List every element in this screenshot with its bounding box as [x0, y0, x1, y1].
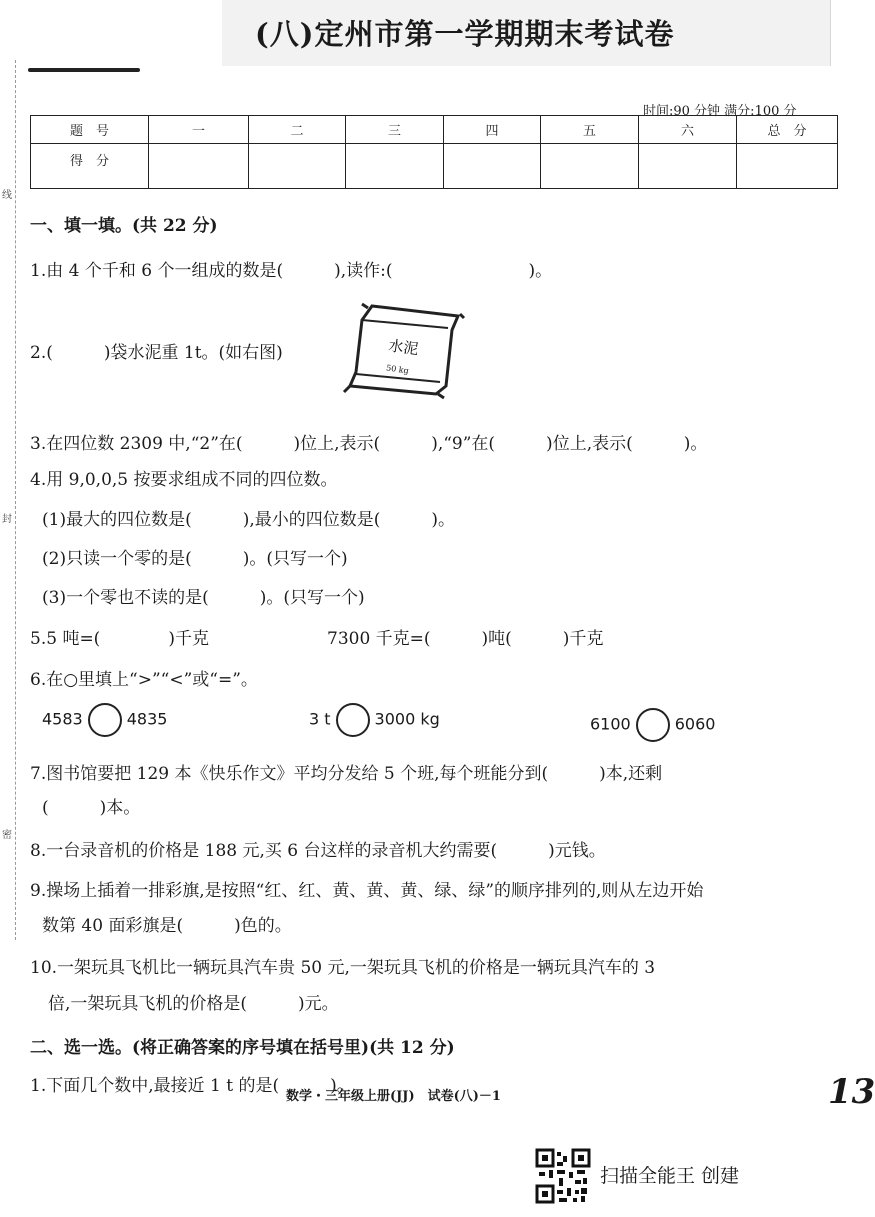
question-9-line1: 9.操场上插着一排彩旗,是按照“红、红、黄、黄、黄、绿、绿”的顺序排列的,则从左边开始: [30, 881, 704, 901]
question-9-line2: 数第 40 面彩旗是( )色的。: [42, 916, 292, 936]
question-6: 6.在○里填上“>”“<”或“=”。: [30, 670, 258, 690]
section2-question-1: 1.下面几个数中,最接近 1 t 的是( )。: [30, 1076, 354, 1096]
cement-bag-icon: [340, 300, 465, 398]
compare-left: 3 t: [309, 709, 331, 729]
score-table-header-cell: 总 分: [737, 116, 838, 144]
compare-item: [309, 703, 440, 737]
binding-mark-seal: 封: [2, 514, 12, 525]
score-table-header-cell: 四: [444, 116, 541, 144]
binding-mark-dense: 密: [2, 830, 12, 841]
score-cell[interactable]: [149, 144, 249, 189]
score-table-header-cell: 二: [249, 116, 346, 144]
bag-label: 水泥: [387, 336, 420, 359]
bag-weight: 50 kg: [385, 363, 410, 376]
compare-left: 6100: [590, 714, 631, 734]
page-number: 13: [828, 1072, 875, 1112]
compare-item: [590, 708, 715, 742]
score-cell[interactable]: [737, 144, 838, 189]
compare-left: 4583: [42, 709, 83, 729]
qr-code-icon: [535, 1148, 591, 1204]
question-10-line1: 10.一架玩具飞机比一辆玩具汽车贵 50 元,一架玩具飞机的价格是一辆玩具汽车的 3: [30, 958, 656, 978]
score-cell[interactable]: [346, 144, 444, 189]
question-4-3: (3)一个零也不读的是( )。(只写一个): [42, 588, 365, 608]
score-cell[interactable]: [541, 144, 639, 189]
score-cell[interactable]: [249, 144, 346, 189]
page-title: (八)定州市第一学期期末考试卷: [255, 17, 675, 51]
score-table: [30, 115, 838, 189]
compare-right: 4835: [126, 709, 168, 729]
compare-right: 3000 kg: [374, 709, 440, 729]
score-cell[interactable]: [639, 144, 737, 189]
binding-mark-line: 线: [2, 190, 12, 201]
question-10-line2: 倍,一架玩具飞机的价格是( )元。: [48, 994, 339, 1014]
question-4-2: (2)只读一个零的是( )。(只写一个): [42, 549, 348, 569]
compare-right: 6060: [674, 714, 716, 734]
score-table-header-cell: 五: [541, 116, 639, 144]
section1-heading: 一、填一填。(共 22 分): [30, 216, 218, 236]
question-5-part-a: 5.5 吨=( )千克: [30, 629, 209, 649]
decorative-bar: [28, 68, 140, 72]
page-footer: 数学・三年级上册(JJ) 试卷(八)－1: [286, 1089, 501, 1104]
score-table-score-row: [31, 144, 838, 189]
compare-circle-blank[interactable]: [336, 703, 370, 737]
question-3: 3.在四位数 2309 中,“2”在( )位上,表示( ),“9”在( )位上,表示( )。: [30, 434, 708, 454]
scanner-watermark: 扫描全能王 创建: [600, 1165, 740, 1187]
score-table-header-row: [31, 116, 838, 144]
score-row-label: 得 分: [31, 144, 149, 189]
question-4-1: (1)最大的四位数是( ),最小的四位数是( )。: [42, 510, 456, 530]
question-7-line1: 7.图书馆要把 129 本《快乐作文》平均分发给 5 个班,每个班能分到( )本,还剩: [30, 764, 663, 784]
exam-time-info: 时间:90 分钟 满分:100 分: [643, 104, 797, 119]
score-table-header-cell: 一: [149, 116, 249, 144]
score-table-header-cell: 六: [639, 116, 737, 144]
question-7-line2: ( )本。: [42, 798, 141, 818]
compare-item: [42, 703, 167, 737]
section2-heading: 二、选一选。(将正确答案的序号填在括号里)(共 12 分): [30, 1038, 455, 1058]
question-2: 2.( )袋水泥重 1t。(如右图): [30, 343, 283, 363]
compare-circle-blank[interactable]: [88, 703, 122, 737]
compare-circle-blank[interactable]: [636, 708, 670, 742]
score-cell[interactable]: [444, 144, 541, 189]
score-table-header-cell: 题 号: [31, 116, 149, 144]
question-5-part-b: 7300 千克=( )吨( )千克: [327, 629, 604, 649]
question-4: 4.用 9,0,0,5 按要求组成不同的四位数。: [30, 470, 338, 490]
question-1: 1.由 4 个千和 6 个一组成的数是( ),读作:( )。: [30, 261, 553, 281]
score-table-header-cell: 三: [346, 116, 444, 144]
binding-line: [15, 60, 16, 940]
question-8: 8.一台录音机的价格是 188 元,买 6 台这样的录音机大约需要( )元钱。: [30, 841, 606, 861]
